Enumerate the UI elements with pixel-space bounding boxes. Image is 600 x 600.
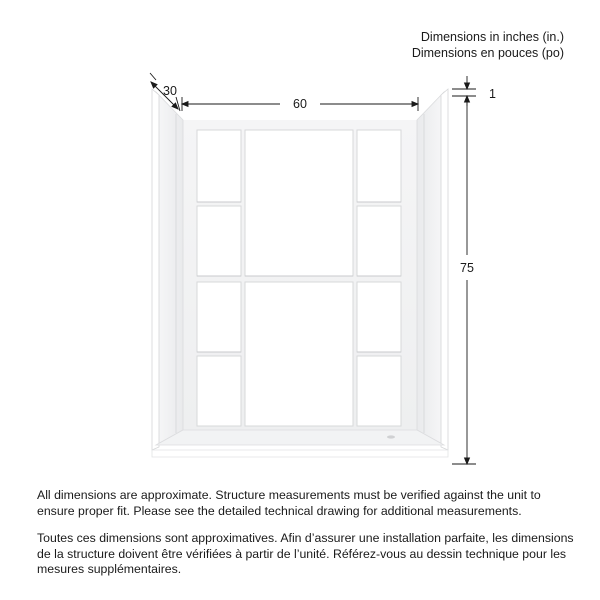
shower-base: [156, 430, 444, 445]
panel-left-2: [197, 206, 241, 276]
right-side-wall: [417, 92, 444, 445]
panel-left-3: [197, 282, 241, 352]
panel-left-1: [197, 130, 241, 202]
height-label: 75: [460, 261, 474, 275]
panel-center-top: [245, 130, 353, 276]
panel-right-4: [357, 356, 401, 426]
shower-base-front: [152, 450, 448, 457]
units-label-en: Dimensions in inches (in.): [420, 30, 564, 44]
drain: [387, 435, 395, 438]
width-label: 60: [293, 97, 307, 111]
panel-right-2: [357, 206, 401, 276]
shower-enclosure: [152, 89, 448, 457]
right-wall-flange: [441, 89, 448, 450]
panel-right-1: [357, 130, 401, 202]
left-side-wall: [156, 92, 183, 445]
thickness-label: 1: [489, 87, 496, 101]
note-english: All dimensions are approximate. Structure measurements must be verified against the unit to ensure proper fit. Please see the detailed technical drawing for additional measurements.: [37, 488, 541, 518]
units-label-fr: Dimensions en pouces (po): [411, 46, 564, 60]
note-french: Toutes ces dimensions sont approximatives. Afin d’assurer une installation parfaite, les dimensions de la structure doivent être vérifiées à partir de l’unité. Référez-vous au dessin technique pour les mesures supplémentaires.: [37, 531, 574, 576]
panel-center-bottom: [245, 282, 353, 426]
left-wall-flange: [152, 89, 159, 450]
dimension-notes: [37, 488, 577, 590]
panel-left-4: [197, 356, 241, 426]
panel-right-3: [357, 282, 401, 352]
depth-label: 30: [163, 84, 177, 98]
